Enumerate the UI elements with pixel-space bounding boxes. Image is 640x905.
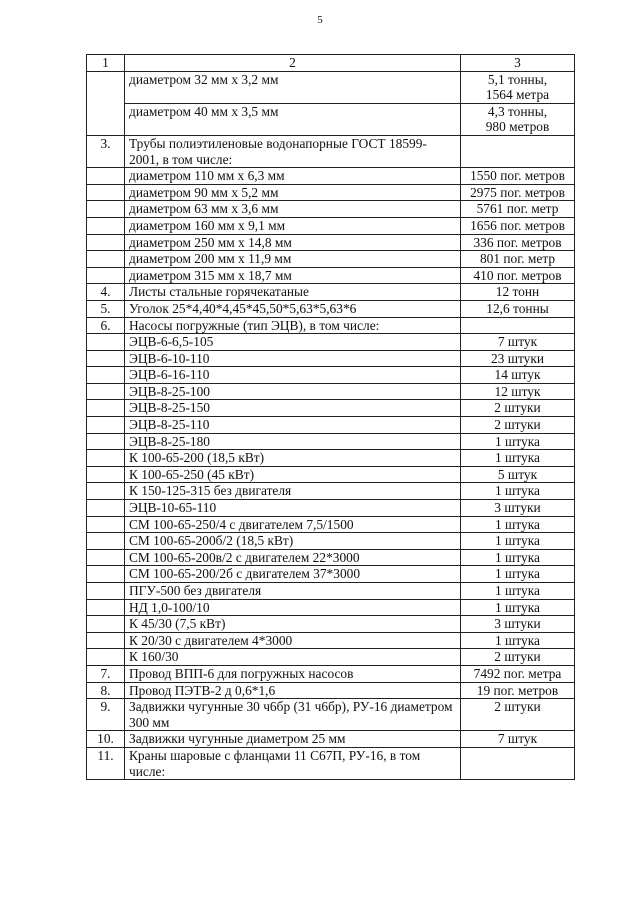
row-number: [87, 616, 125, 633]
row-number: 6.: [87, 317, 125, 334]
table-row: [87, 747, 575, 779]
row-number: [87, 500, 125, 517]
row-number: [87, 267, 125, 284]
table-row: [87, 103, 575, 135]
item-quantity: 2975 пог. метров: [461, 184, 575, 201]
header-row: [87, 55, 575, 72]
table-row: [87, 566, 575, 583]
item-name: Провод ПЭТВ-2 д 0,6*1,6: [125, 682, 461, 699]
item-quantity: 5,1 тонны, 1564 метра: [461, 71, 575, 103]
row-number: [87, 649, 125, 666]
item-name: ПГУ-500 без двигателя: [125, 583, 461, 600]
item-quantity: 1 штука: [461, 566, 575, 583]
row-number: [87, 168, 125, 185]
item-name: ЭЦВ-8-25-180: [125, 433, 461, 450]
table-row: [87, 649, 575, 666]
row-number: [87, 450, 125, 467]
item-name: НД 1,0-100/10: [125, 599, 461, 616]
table-row: [87, 135, 575, 167]
item-quantity: 3 штуки: [461, 500, 575, 517]
header-col-1: 1: [87, 55, 125, 72]
item-name: К 150-125-315 без двигателя: [125, 483, 461, 500]
table-row: [87, 682, 575, 699]
table-row: [87, 267, 575, 284]
item-name: СМ 100-65-200в/2 с двигателем 22*3000: [125, 549, 461, 566]
item-quantity: [461, 135, 575, 167]
item-quantity: 1656 пог. метров: [461, 217, 575, 234]
row-number: [87, 184, 125, 201]
table-row: [87, 450, 575, 467]
table-row: [87, 533, 575, 550]
item-quantity: 1 штука: [461, 450, 575, 467]
table-row: [87, 599, 575, 616]
table-row: [87, 433, 575, 450]
table-row: [87, 500, 575, 517]
table-row: [87, 300, 575, 317]
row-number: [87, 334, 125, 351]
item-quantity: 14 штук: [461, 367, 575, 384]
item-name: Провод ВПП-6 для погружных насосов: [125, 665, 461, 682]
item-quantity: [461, 317, 575, 334]
item-quantity: 2 штуки: [461, 417, 575, 434]
item-name: диаметром 63 мм х 3,6 мм: [125, 201, 461, 218]
row-number: 5.: [87, 300, 125, 317]
table-row: [87, 483, 575, 500]
row-number: [87, 483, 125, 500]
table-row: [87, 367, 575, 384]
item-quantity: 3 штуки: [461, 616, 575, 633]
table-row: [87, 466, 575, 483]
item-quantity: 1 штука: [461, 583, 575, 600]
item-quantity: 1 штука: [461, 599, 575, 616]
item-name: Трубы полиэтиленовые водонапорные ГОСТ 18599-2001, в том числе:: [125, 135, 461, 167]
item-name: СМ 100-65-250/4 с двигателем 7,5/1500: [125, 516, 461, 533]
row-number: 10.: [87, 731, 125, 748]
table-row: [87, 234, 575, 251]
item-name: диаметром 40 мм х 3,5 мм: [125, 103, 461, 135]
table-row: [87, 665, 575, 682]
table-row: [87, 616, 575, 633]
item-name: ЭЦВ-8-25-100: [125, 383, 461, 400]
row-number: [87, 367, 125, 384]
row-number: 3.: [87, 135, 125, 167]
row-number: [87, 583, 125, 600]
item-quantity: 336 пог. метров: [461, 234, 575, 251]
item-name: К 20/30 с двигателем 4*3000: [125, 632, 461, 649]
item-quantity: 410 пог. метров: [461, 267, 575, 284]
item-quantity: 5 штук: [461, 466, 575, 483]
table-row: [87, 251, 575, 268]
row-number: [87, 350, 125, 367]
item-name: диаметром 200 мм х 11,9 мм: [125, 251, 461, 268]
item-name: Задвижки чугунные диаметром 25 мм: [125, 731, 461, 748]
row-number: [87, 383, 125, 400]
item-quantity: 801 пог. метр: [461, 251, 575, 268]
row-number: 9.: [87, 699, 125, 731]
item-quantity: 1 штука: [461, 433, 575, 450]
table-row: [87, 417, 575, 434]
table-row: [87, 731, 575, 748]
item-name: ЭЦВ-8-25-150: [125, 400, 461, 417]
table-row: [87, 201, 575, 218]
item-quantity: 12,6 тонны: [461, 300, 575, 317]
table-row: [87, 168, 575, 185]
row-number: [87, 417, 125, 434]
item-quantity: 4,3 тонны, 980 метров: [461, 103, 575, 135]
item-quantity: 1 штука: [461, 549, 575, 566]
row-number: [87, 400, 125, 417]
item-quantity: 5761 пог. метр: [461, 201, 575, 218]
row-number: 11.: [87, 747, 125, 779]
table-row: [87, 350, 575, 367]
row-number: [87, 599, 125, 616]
table-row: [87, 383, 575, 400]
item-name: диаметром 32 мм х 3,2 мм: [125, 71, 461, 103]
item-quantity: 2 штуки: [461, 699, 575, 731]
item-quantity: 7 штук: [461, 731, 575, 748]
item-name: Листы стальные горячекатаные: [125, 284, 461, 301]
item-quantity: 1 штука: [461, 533, 575, 550]
header-col-2: 2: [125, 55, 461, 72]
item-name: Краны шаровые с фланцами 11 С67П, РУ-16, в том числе:: [125, 747, 461, 779]
item-name: ЭЦВ-6-16-110: [125, 367, 461, 384]
header-col-3: 3: [461, 55, 575, 72]
table-row: [87, 699, 575, 731]
item-quantity: 1 штука: [461, 632, 575, 649]
item-name: ЭЦВ-8-25-110: [125, 417, 461, 434]
row-number: [87, 566, 125, 583]
row-number: [87, 71, 125, 135]
item-name: ЭЦВ-6-10-110: [125, 350, 461, 367]
table-row: [87, 317, 575, 334]
table-row: [87, 549, 575, 566]
item-name: Задвижки чугунные 30 ч6бр (31 ч6бр), РУ-16 диаметром 300 мм: [125, 699, 461, 731]
table-row: [87, 284, 575, 301]
row-number: [87, 549, 125, 566]
item-quantity: 1 штука: [461, 516, 575, 533]
table-row: [87, 217, 575, 234]
table-row: [87, 632, 575, 649]
page-number: 5: [317, 14, 323, 26]
item-quantity: 19 пог. метров: [461, 682, 575, 699]
item-name: СМ 100-65-200б/2 (18,5 кВт): [125, 533, 461, 550]
item-quantity: 1 штука: [461, 483, 575, 500]
item-name: Уголок 25*4,40*4,45*45,50*5,63*5,63*6: [125, 300, 461, 317]
row-number: [87, 516, 125, 533]
table-row: [87, 184, 575, 201]
item-name: К 45/30 (7,5 кВт): [125, 616, 461, 633]
row-number: [87, 433, 125, 450]
row-number: [87, 217, 125, 234]
row-number: [87, 251, 125, 268]
row-number: 4.: [87, 284, 125, 301]
item-quantity: 2 штуки: [461, 400, 575, 417]
row-number: [87, 201, 125, 218]
table-row: [87, 583, 575, 600]
materials-table: [86, 54, 575, 780]
item-quantity: 2 штуки: [461, 649, 575, 666]
row-number: 8.: [87, 682, 125, 699]
item-quantity: 23 штуки: [461, 350, 575, 367]
item-quantity: 1550 пог. метров: [461, 168, 575, 185]
item-name: диаметром 315 мм х 18,7 мм: [125, 267, 461, 284]
item-name: К 100-65-200 (18,5 кВт): [125, 450, 461, 467]
row-number: [87, 533, 125, 550]
item-quantity: 7 штук: [461, 334, 575, 351]
item-name: Насосы погружные (тип ЭЦВ), в том числе:: [125, 317, 461, 334]
item-quantity: 7492 пог. метра: [461, 665, 575, 682]
item-name: ЭЦВ-6-6,5-105: [125, 334, 461, 351]
item-name: К 160/30: [125, 649, 461, 666]
table-row: [87, 71, 575, 103]
item-quantity: 12 штук: [461, 383, 575, 400]
row-number: [87, 632, 125, 649]
table-row: [87, 334, 575, 351]
item-quantity: [461, 747, 575, 779]
item-name: диаметром 160 мм х 9,1 мм: [125, 217, 461, 234]
row-number: 7.: [87, 665, 125, 682]
item-name: ЭЦВ-10-65-110: [125, 500, 461, 517]
table-row: [87, 516, 575, 533]
item-quantity: 12 тонн: [461, 284, 575, 301]
item-name: диаметром 250 мм х 14,8 мм: [125, 234, 461, 251]
item-name: диаметром 110 мм х 6,3 мм: [125, 168, 461, 185]
row-number: [87, 466, 125, 483]
row-number: [87, 234, 125, 251]
item-name: диаметром 90 мм х 5,2 мм: [125, 184, 461, 201]
table-row: [87, 400, 575, 417]
item-name: К 100-65-250 (45 кВт): [125, 466, 461, 483]
item-name: СМ 100-65-200/2б с двигателем 37*3000: [125, 566, 461, 583]
